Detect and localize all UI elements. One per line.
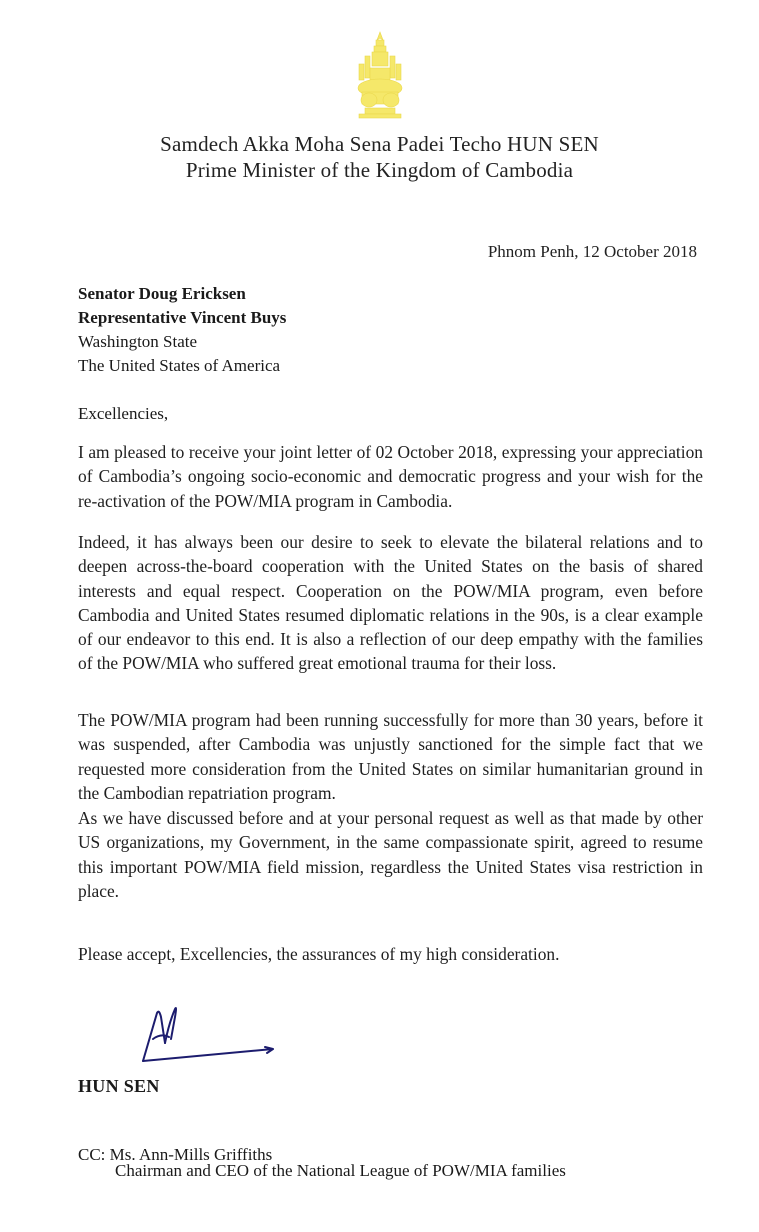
recipient-country: The United States of America (78, 356, 281, 375)
cc-recipient-title: Chairman and CEO of the National League of POW/MIA families (115, 1161, 566, 1180)
recipient-state: Washington State (78, 332, 198, 351)
handwritten-signature-icon (135, 1003, 280, 1065)
royal-coat-of-arms-icon (345, 30, 415, 122)
body-paragraph: As we have discussed before and at your personal request as well as that made by other US organizations, my Government, in the same compassionate spirit, agreed to resume this important POW/MIA field mission, regardless the United States visa restriction in place. (78, 808, 703, 901)
body-paragraph: I am pleased to receive your joint letter of 02 October 2018, expressing your appreciation of Cambodia’s ongoing socio-economic and democratic progress and your wish for the re-activation of the POW/MIA program in Cambodia. (78, 442, 703, 511)
letterhead-title: Prime Minister of the Kingdom of Cambodia (185, 158, 574, 182)
closing-paragraph: Please accept, Excellencies, the assurances of my high consideration. (78, 944, 560, 964)
recipient-1: Senator Doug Ericksen (78, 284, 246, 303)
body-paragraph: The POW/MIA program had been running successfully for more than 30 years, before it was suspended, after Cambodia was unjustly sanctioned for the simple fact that we requested more consideration from the United States on similar humanitarian ground in the Cambodian repatriation program. (78, 710, 703, 803)
signatory-name: HUN SEN (78, 1076, 160, 1096)
letterhead-name: Samdech Akka Moha Sena Padei Techo HUN SEN (160, 132, 599, 156)
recipient-2: Representative Vincent Buys (78, 308, 287, 327)
date-line: Phnom Penh, 12 October 2018 (487, 242, 697, 261)
salutation: Excellencies, (78, 404, 169, 423)
body-paragraph: Indeed, it has always been our desire to seek to elevate the bilateral relations and to deepen across-the-board cooperation with the United States on the basis of shared interests and equal respect. Cooperation on the POW/MIA program, even before Cambodia and United States resumed diplomatic relations in the 90s, is a clear example of our endeavor to this end. It is also a reflection of our deep empathy with the families of the POW/MIA who suffered great emotional trauma for their loss. (78, 532, 703, 674)
recipient-block (78, 282, 286, 378)
cc-recipient: CC: Ms. Ann-Mills Griffiths (78, 1145, 273, 1164)
